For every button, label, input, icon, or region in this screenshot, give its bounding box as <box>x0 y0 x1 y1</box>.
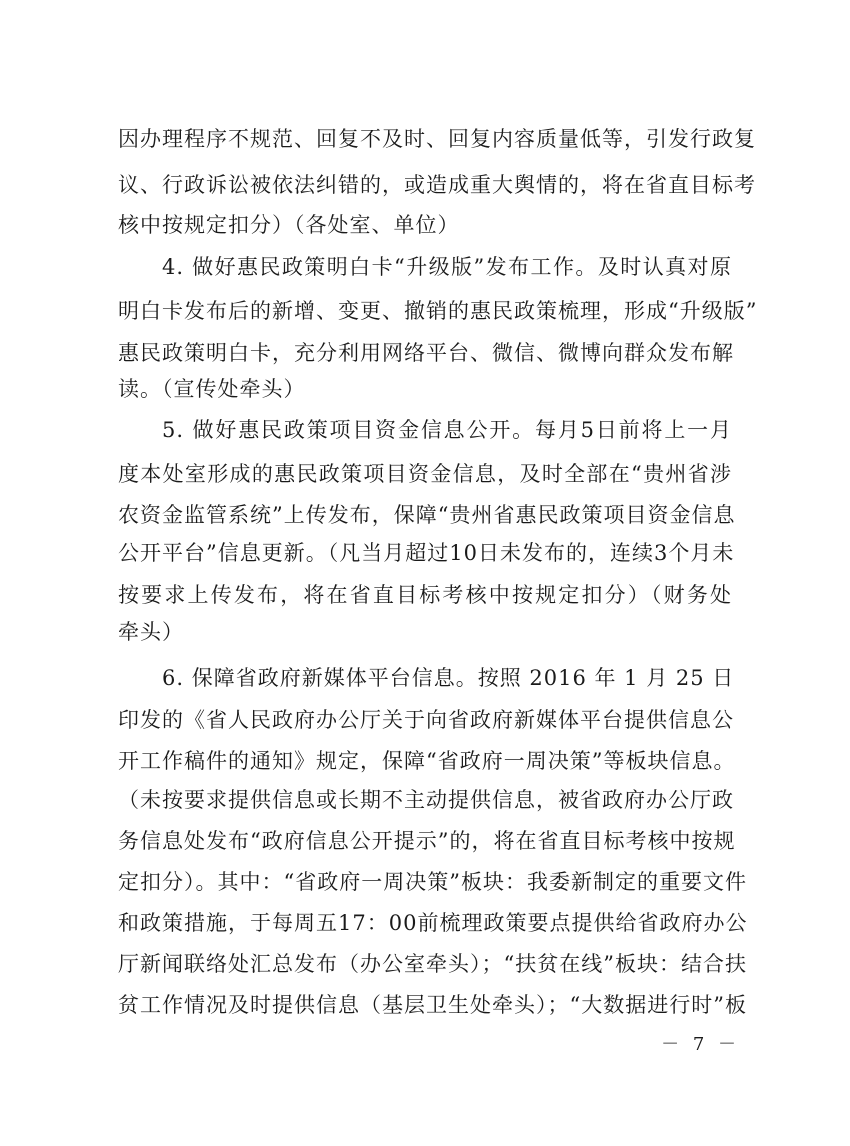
text-line: （未按要求提供信息或长期不主动提供信息，被省政府办公厅政 <box>118 788 734 812</box>
text-line: 开工作稿件的通知》规定，保障“省政府一周决策”等板块信息。 <box>118 749 736 773</box>
text-line: 5. 做好惠民政策项目资金信息公开。每月5日前将上一月 <box>162 418 732 442</box>
text-line: 定扣分）。其中：“省政府一周决策”板块：我委新制定的重要文件 <box>118 870 747 894</box>
text-line: 按要求上传发布，将在省直目标考核中按规定扣分）（财务处 <box>118 583 732 607</box>
text-line: 务信息处发布“政府信息公开提示”的，将在省直目标考核中按规 <box>118 829 736 853</box>
text-line: 公开平台”信息更新。（凡当月超过10日未发布的，连续3个月未 <box>118 541 735 565</box>
text-line: 4. 做好惠民政策明白卡“升级版”发布工作。及时认真对原 <box>162 255 732 279</box>
text-line: 厅新闻联络处汇总发布（办公室牵头）；“扶贫在线”板块：结合扶 <box>118 952 747 976</box>
text-line: 印发的《省人民政府办公厅关于向省政府新媒体平台提供信息公 <box>118 708 734 732</box>
text-line: 和政策措施，于每周五17：00前梳理政策要点提供给省政府办公 <box>118 911 748 935</box>
text-line: 惠民政策明白卡，充分利用网络平台、微信、微博向群众发布解 <box>118 341 734 365</box>
text-line: 牵头） <box>118 620 184 644</box>
text-line: 读。（宣传处牵头） <box>118 377 306 401</box>
text-line: 度本处室形成的惠民政策项目资金信息，及时全部在“贵州省涉 <box>118 462 732 486</box>
text-line: 贫工作情况及时提供信息（基层卫生处牵头）；“大数据进行时”板 <box>118 993 747 1017</box>
text-line: 议、行政诉讼被依法纠错的，或造成重大舆情的，将在省直目标考 <box>118 173 756 197</box>
text-line: 明白卡发布后的新增、变更、撤销的惠民政策梳理，形成“升级版” <box>118 299 758 323</box>
text-line: 农资金监管系统”上传发布，保障“贵州省惠民政策项目资金信息 <box>118 503 736 527</box>
page-number: － 7 － <box>661 1034 740 1055</box>
text-line: 因办理程序不规范、回复不及时、回复内容质量低等，引发行政复 <box>118 127 756 151</box>
text-line: 6. 保障省政府新媒体平台信息。按照 2016 年 1 月 25 日 <box>162 666 735 690</box>
text-line: 核中按规定扣分）（各处室、单位） <box>118 213 460 237</box>
